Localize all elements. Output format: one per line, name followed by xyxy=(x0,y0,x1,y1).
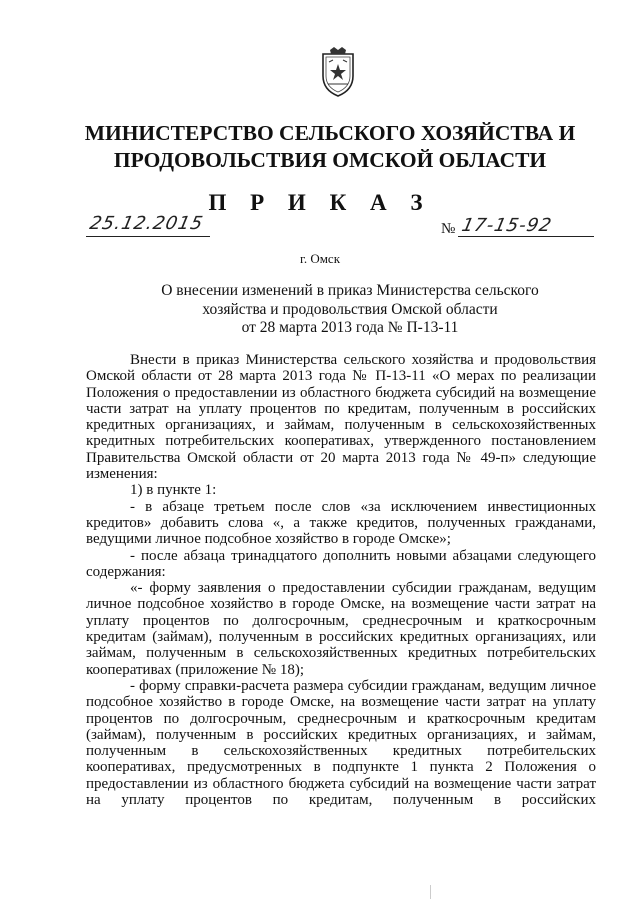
order-date: 25.12.2015 xyxy=(87,213,206,234)
date-underline xyxy=(86,236,210,237)
paragraph-intro: Внести в приказ Министерства сельского хозяйства и продовольствия Омской области от 28 марта 2013 года № П-13-11 «О мерах по реализации Положения о предоставлении из областного бюджета субсидий на возмещение части затрат на уплату процентов по кредитам, полученным в российских кредитных организациях, и займам, полученным в сельскохозяйственных кредитных потребительских кооперативах, утвержденного постановлением Правительства Омской области от 20 марта 2013 года № 49-п» следующие изменения: xyxy=(86,352,596,483)
paragraph-item-1: 1) в пункте 1: xyxy=(130,482,217,499)
coat-of-arms-icon xyxy=(317,46,359,98)
order-body xyxy=(86,352,596,808)
subject-line-1: О внесении изменений в приказ Министерства сельского xyxy=(161,282,539,299)
scan-mark xyxy=(430,885,431,899)
paragraph-form-calculation: - форму справки-расчета размера субсидии гражданам, ведущим личное подсобное хозяйство в городе Омске, на возмещение части затрат на уплату процентов по долгосрочным, среднесрочным и краткосрочным кредитам (займам), полученным в российских кредитных организациях, и займам, полученным в сельскохозяйственных кредитных потребительских кооперативах, предусмотренных в подпункте 1 пункта 2 Положения о предоставлении из областного бюджета субсидий на возмещение части затрат на уплату процентов по кредитам, полученным в российских xyxy=(86,677,596,809)
ministry-line-2: ПРОДОВОЛЬСТВИЯ ОМСКОЙ ОБЛАСТИ xyxy=(113,148,547,172)
order-title: П Р И К А З xyxy=(208,190,432,215)
subject-line-3: от 28 марта 2013 года № П-13-11 xyxy=(241,319,459,336)
subject-line-2: хозяйства и продовольствия Омской области xyxy=(202,300,498,318)
number-underline xyxy=(458,236,594,237)
paragraph-amendment-2: - после абзаца тринадцатого дополнить новыми абзацами следующего содержания: xyxy=(86,547,596,580)
ministry-line-1: МИНИСТЕРСТВО СЕЛЬСКОГО ХОЗЯЙСТВА И xyxy=(84,121,576,145)
number-sign: № xyxy=(441,221,456,237)
paragraph-amendment-1: - в абзаце третьем после слов «за исключением инвестиционных кредитов» добавить слова «, а также кредитов, полученных гражданами, ведущими личное подсобное хозяйство в городе Омске»; xyxy=(86,498,596,548)
city: г. Омск xyxy=(299,251,341,266)
paragraph-form-application: «- форму заявления о предоставлении субсидии гражданам, ведущим личное подсобное хозяйство в городе Омске, на возмещение части затрат на уплату процентов по долгосрочным, среднесрочным и краткосрочным кредитам (займам), полученным в российских кредитных организациях, или займам, полученным в сельскохозяйственных кредитных потребительских кооперативах (приложение № 18); xyxy=(86,580,596,678)
order-number: 17-15-92 xyxy=(459,215,554,236)
order-subject xyxy=(150,282,550,338)
ministry-name xyxy=(80,120,580,174)
